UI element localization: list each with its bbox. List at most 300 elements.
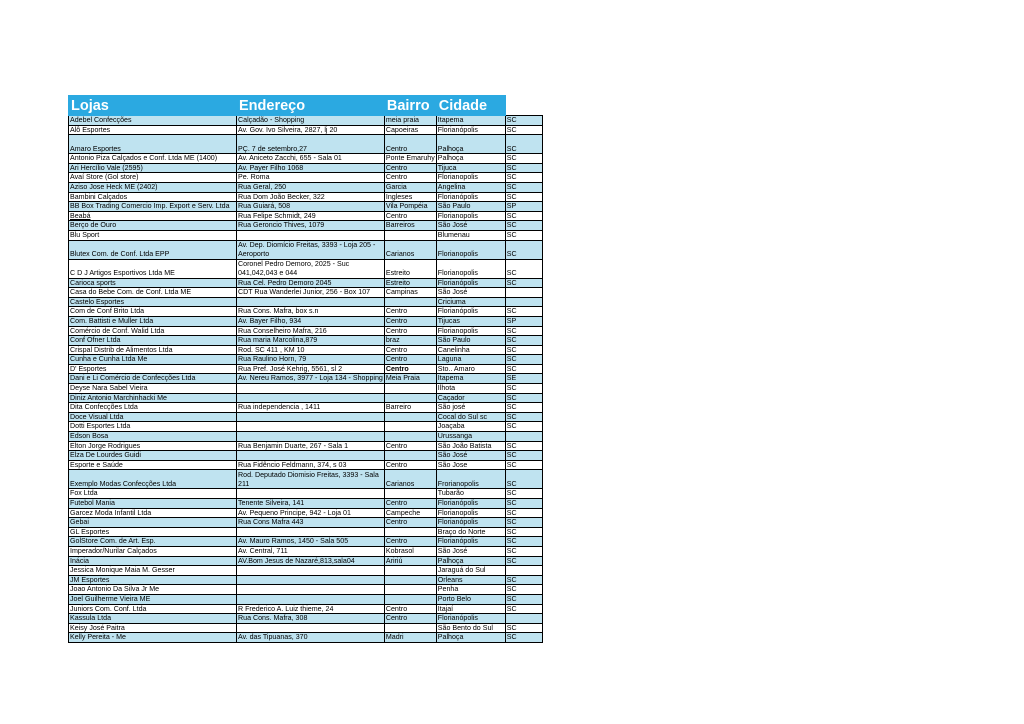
cidade-cell[interactable]: Florianópolis xyxy=(436,278,505,288)
bairro-cell[interactable]: Carianos xyxy=(384,470,436,489)
cidade-cell[interactable]: São José xyxy=(436,546,505,556)
bairro-cell[interactable] xyxy=(384,566,436,576)
uf-cell[interactable]: SC xyxy=(505,470,542,489)
endereco-cell[interactable] xyxy=(237,575,385,585)
loja-cell[interactable]: Fox Ltda xyxy=(69,489,237,499)
bairro-cell[interactable]: Centro xyxy=(384,316,436,326)
endereco-cell[interactable]: Av. Mauro Ramos, 1450 - Sala 505 xyxy=(237,537,385,547)
bairro-cell[interactable]: Centro xyxy=(384,499,436,509)
bairro-cell[interactable]: Centro xyxy=(384,355,436,365)
loja-cell[interactable]: Amaro Esportes xyxy=(69,135,237,154)
endereco-cell[interactable] xyxy=(237,412,385,422)
endereco-cell[interactable]: Rua Raulino Horn, 79 xyxy=(237,355,385,365)
uf-cell[interactable]: SC xyxy=(505,211,542,221)
loja-cell[interactable]: Edson Bosa xyxy=(69,432,237,442)
header-endereco[interactable]: Endereço xyxy=(237,96,385,116)
endereco-cell[interactable]: Av. Central, 711 xyxy=(237,546,385,556)
endereco-cell[interactable] xyxy=(237,422,385,432)
cidade-cell[interactable]: São José xyxy=(436,221,505,231)
uf-cell[interactable]: SC xyxy=(505,278,542,288)
uf-cell[interactable]: SC xyxy=(505,307,542,317)
endereco-cell[interactable]: Rua Cons. Mafra, 308 xyxy=(237,614,385,624)
loja-cell[interactable]: Dani e Li Comércio de Confecções Ltda xyxy=(69,374,237,384)
cidade-cell[interactable]: Florianopolis xyxy=(436,240,505,259)
bairro-cell[interactable]: Barreiro xyxy=(384,403,436,413)
cidade-cell[interactable]: Florianópolis xyxy=(436,192,505,202)
uf-cell[interactable]: SC xyxy=(505,575,542,585)
bairro-cell[interactable]: Estreito xyxy=(384,259,436,278)
loja-cell[interactable]: Doce Visual Ltda xyxy=(69,412,237,422)
bairro-cell[interactable]: Centro xyxy=(384,163,436,173)
bairro-cell[interactable]: Campeche xyxy=(384,508,436,518)
uf-cell[interactable]: SC xyxy=(505,125,542,135)
table-row xyxy=(69,364,543,374)
uf-cell[interactable]: SC xyxy=(505,116,542,126)
cidade-cell[interactable]: Orleans xyxy=(436,575,505,585)
bairro-cell[interactable] xyxy=(384,527,436,537)
loja-cell[interactable]: Jessica Monique Maia M. Gesser xyxy=(69,566,237,576)
loja-cell[interactable]: BB Box Trading Comercio Imp. Export e Serv. Ltda xyxy=(69,202,237,212)
cidade-cell[interactable]: São Jose xyxy=(436,460,505,470)
uf-cell[interactable]: SC xyxy=(505,326,542,336)
cidade-cell[interactable]: Itapema xyxy=(436,374,505,384)
uf-cell[interactable] xyxy=(505,288,542,298)
cidade-cell[interactable]: Florianopolis xyxy=(436,326,505,336)
loja-cell[interactable]: Diniz Antonio Marchinhacki Me xyxy=(69,393,237,403)
bairro-cell[interactable]: Centro xyxy=(384,460,436,470)
cidade-cell[interactable]: Palhoça xyxy=(436,135,505,154)
header-row xyxy=(69,96,543,116)
table-row xyxy=(69,125,543,135)
bairro-cell[interactable] xyxy=(384,422,436,432)
endereco-cell[interactable]: Av. Payer Filho 1068 xyxy=(237,163,385,173)
table-row xyxy=(69,116,543,126)
bairro-cell[interactable]: Vila Pompéia xyxy=(384,202,436,212)
uf-cell[interactable]: SC xyxy=(505,182,542,192)
loja-cell[interactable]: Kassula Ltda xyxy=(69,614,237,624)
uf-cell[interactable]: SC xyxy=(505,412,542,422)
cidade-cell[interactable]: Florianópolis xyxy=(436,614,505,624)
cidade-cell[interactable]: Blumenau xyxy=(436,230,505,240)
table-row xyxy=(69,230,543,240)
uf-cell[interactable]: SP xyxy=(505,202,542,212)
header-uf[interactable] xyxy=(505,96,542,116)
cidade-cell[interactable]: Itajaí xyxy=(436,604,505,614)
cidade-cell[interactable]: Sto.. Amaro xyxy=(436,364,505,374)
bairro-cell[interactable]: Ponte Emaruhy xyxy=(385,154,435,163)
endereco-cell[interactable]: Rua Pref. José Kehrig, 5561, sl 2 xyxy=(237,364,385,374)
cidade-cell[interactable]: São José xyxy=(436,451,505,461)
uf-cell[interactable]: SC xyxy=(505,355,542,365)
loja-cell[interactable]: Imperador/Nurilar Calçados xyxy=(69,546,237,556)
uf-cell[interactable]: SC xyxy=(505,173,542,183)
uf-cell[interactable] xyxy=(505,432,542,442)
table-row xyxy=(69,556,543,566)
table-row xyxy=(69,623,543,633)
bairro-cell[interactable] xyxy=(384,230,436,240)
uf-cell[interactable]: SC xyxy=(505,403,542,413)
bairro-cell[interactable]: braz xyxy=(384,336,436,346)
bairro-cell[interactable]: Madri xyxy=(384,633,436,643)
loja-cell[interactable]: Casa do Bebe Com. de Conf. Ltda ME xyxy=(69,288,237,298)
endereco-cell[interactable]: Rua Cons. Mafra, box s.n xyxy=(237,307,385,317)
bairro-cell[interactable]: Centro xyxy=(384,135,436,154)
cidade-cell[interactable]: Florianópolis xyxy=(436,499,505,509)
cidade-cell[interactable]: São Paulo xyxy=(436,202,505,212)
table-row xyxy=(69,393,543,403)
table-row xyxy=(69,441,543,451)
endereco-cell[interactable]: Rod. SC 411 , KM 10 xyxy=(237,345,385,355)
endereco-cell[interactable]: Rua Cons Mafra 443 xyxy=(237,518,385,528)
uf-cell[interactable]: SC xyxy=(505,384,542,394)
endereco-cell[interactable] xyxy=(237,623,385,633)
endereco-cell[interactable]: Rua Benjamin Duarte, 267 - Sala 1 xyxy=(237,441,385,451)
bairro-cell[interactable]: Centro xyxy=(384,441,436,451)
loja-cell[interactable]: Alô Esportes xyxy=(69,125,237,135)
uf-cell[interactable]: SC xyxy=(505,633,542,643)
table-row xyxy=(69,374,543,384)
bairro-cell[interactable] xyxy=(384,384,436,394)
bairro-cell[interactable] xyxy=(384,393,436,403)
endereco-cell[interactable] xyxy=(237,393,385,403)
uf-cell[interactable]: SC xyxy=(505,135,542,154)
cidade-cell[interactable]: Florianópolis xyxy=(436,125,505,135)
uf-cell[interactable]: SC xyxy=(505,336,542,346)
loja-cell[interactable]: Com de Conf Brito Ltda xyxy=(69,307,237,317)
loja-cell[interactable]: Com. Battisti e Muller Ltda xyxy=(69,316,237,326)
loja-cell[interactable]: Gebai xyxy=(69,518,237,528)
loja-cell[interactable]: Kelly Pereita - Me xyxy=(69,633,237,643)
cidade-cell[interactable]: Tijucas xyxy=(436,316,505,326)
loja-cell[interactable]: Beabá xyxy=(69,211,237,221)
bairro-cell[interactable]: Centro xyxy=(384,307,436,317)
loja-cell[interactable]: Juniors Com. Conf. Ltda xyxy=(69,604,237,614)
loja-cell[interactable]: GolStore Com. de Art. Esp. xyxy=(69,537,237,547)
uf-cell[interactable]: SC xyxy=(505,192,542,202)
cidade-cell[interactable]: Palhoça xyxy=(436,633,505,643)
cidade-cell[interactable]: Florianópolis xyxy=(436,307,505,317)
bairro-cell[interactable]: Estreito xyxy=(384,278,436,288)
cidade-cell[interactable]: Criciuma xyxy=(436,297,505,307)
bairro-cell[interactable] xyxy=(384,451,436,461)
loja-cell[interactable]: Blutex Com. de Conf. Ltda EPP xyxy=(69,240,237,259)
bairro-cell[interactable]: Capoeiras xyxy=(384,125,436,135)
loja-cell[interactable]: Adebel Confecções xyxy=(69,116,237,126)
table-row xyxy=(69,566,543,576)
endereco-cell[interactable]: CDT Rua Wanderlei Junior, 256 - Box 107 xyxy=(237,288,385,298)
uf-cell[interactable]: SC xyxy=(505,499,542,509)
endereco-cell[interactable] xyxy=(237,384,385,394)
cidade-cell[interactable]: Canelinha xyxy=(436,345,505,355)
bairro-cell[interactable]: Carianos xyxy=(384,240,436,259)
endereco-cell[interactable] xyxy=(237,451,385,461)
bairro-cell[interactable]: Centro xyxy=(384,604,436,614)
cidade-cell[interactable]: Penha xyxy=(436,585,505,595)
uf-cell[interactable]: SC xyxy=(505,546,542,556)
loja-cell[interactable]: Joao Antonio Da Silva Jr Me xyxy=(69,585,237,595)
cidade-cell[interactable]: Palhoça xyxy=(436,154,505,164)
loja-cell[interactable]: Joel Guilherme Vieira ME xyxy=(69,594,237,604)
cidade-cell[interactable]: São Bento do Sul xyxy=(436,623,505,633)
table-row xyxy=(69,355,543,365)
table-row xyxy=(69,614,543,624)
bairro-cell[interactable]: Kobrasol xyxy=(384,546,436,556)
loja-cell[interactable]: Futebol Mania xyxy=(69,499,237,509)
endereco-cell[interactable]: Av. Dep. Diomício Freitas, 3393 - Loja 205 - Aeroporto xyxy=(237,240,385,259)
loja-cell[interactable]: Ari Hercílio Vale (2595) xyxy=(69,163,237,173)
endereco-cell[interactable] xyxy=(237,489,385,499)
cidade-cell[interactable]: Florianopolis xyxy=(436,508,505,518)
cidade-cell[interactable]: Palhoça xyxy=(436,556,505,566)
endereco-cell[interactable]: AV.Bom Jesus de Nazaré,813,sala04 xyxy=(237,556,385,566)
cidade-cell[interactable]: São Paulo xyxy=(436,336,505,346)
cidade-cell[interactable]: Joaçaba xyxy=(436,422,505,432)
bairro-cell[interactable]: Centro xyxy=(384,518,436,528)
uf-cell[interactable]: SC xyxy=(505,451,542,461)
cidade-cell[interactable]: Braço do Norte xyxy=(436,527,505,537)
bairro-cell[interactable]: Garcia xyxy=(384,182,436,192)
cidade-cell[interactable]: Angelina xyxy=(436,182,505,192)
endereco-cell[interactable]: PÇ. 7 de setembro,27 xyxy=(237,135,385,154)
cidade-cell[interactable]: Tubarão xyxy=(436,489,505,499)
endereco-cell[interactable]: Coronel Pedro Demoro, 2025 - Suc 041,042,043 e 044 xyxy=(237,259,385,278)
table-row xyxy=(69,202,543,212)
table-row xyxy=(69,403,543,413)
loja-cell[interactable]: Blu Sport xyxy=(69,230,237,240)
bairro-cell[interactable] xyxy=(384,575,436,585)
cidade-cell[interactable]: Cocal do Sul sc xyxy=(436,412,505,422)
table-row xyxy=(69,240,543,259)
loja-cell[interactable]: Berço de Ouro xyxy=(69,221,237,231)
table-row xyxy=(69,422,543,432)
uf-cell[interactable]: SC xyxy=(505,594,542,604)
uf-cell[interactable]: SC xyxy=(505,221,542,231)
endereco-cell[interactable]: Av. Pequeno Principe, 942 - Loja 01 xyxy=(237,508,385,518)
endereco-cell[interactable]: Rua Geroncio Thives, 1079 xyxy=(237,221,385,231)
table-row xyxy=(69,316,543,326)
bairro-cell[interactable]: meia praia xyxy=(384,116,436,126)
endereco-cell[interactable]: Av. Bayer Filho, 934 xyxy=(237,316,385,326)
bairro-cell[interactable]: Centro xyxy=(384,614,436,624)
loja-cell[interactable]: Carioca sports xyxy=(69,278,237,288)
uf-cell[interactable]: SC xyxy=(505,154,542,164)
endereco-cell[interactable] xyxy=(237,566,385,576)
uf-cell[interactable]: SE xyxy=(505,374,542,384)
endereco-cell[interactable]: Calçadão - Shopping xyxy=(237,116,385,126)
loja-cell[interactable]: Avaí Store (Gol store) xyxy=(69,173,237,183)
cidade-cell[interactable]: Jaraguá do Sul xyxy=(436,566,505,576)
cidade-cell[interactable]: Itapema xyxy=(436,116,505,126)
table-row xyxy=(69,518,543,528)
loja-cell[interactable]: Dotti Esportes Ltda xyxy=(69,422,237,432)
uf-cell[interactable]: SC xyxy=(505,259,542,278)
loja-cell[interactable]: Esporte e Saúde xyxy=(69,460,237,470)
header-lojas[interactable]: Lojas xyxy=(69,96,237,116)
endereco-cell[interactable]: Pe. Roma xyxy=(237,173,385,183)
endereco-cell[interactable]: Av. Nereu Ramos, 3977 - Loja 134 - Shopping xyxy=(238,374,383,383)
uf-cell[interactable] xyxy=(505,566,542,576)
loja-cell[interactable]: Crispal Distrib de Alimentos Ltda xyxy=(69,345,237,355)
endereco-cell[interactable]: Rua Dom João Becker, 322 xyxy=(237,192,385,202)
bairro-cell[interactable]: Meia Praia xyxy=(384,374,436,384)
table-row xyxy=(69,546,543,556)
uf-cell[interactable]: SP xyxy=(505,316,542,326)
cidade-cell[interactable]: Porto Belo xyxy=(436,594,505,604)
uf-cell[interactable]: SC xyxy=(505,393,542,403)
uf-cell[interactable]: SC xyxy=(505,422,542,432)
table-row xyxy=(69,594,543,604)
endereco-cell[interactable]: Rua Cel. Pedro Demoro 2045 xyxy=(237,278,385,288)
endereco-cell[interactable]: Av. Aniceto Zacchi, 655 - Sala 01 xyxy=(237,154,385,164)
loja-cell[interactable]: Antonio Piza Calçados e Conf. Ltda ME (1400) xyxy=(69,154,237,164)
cidade-cell[interactable]: Ilhota xyxy=(436,384,505,394)
table-row xyxy=(69,575,543,585)
endereco-cell[interactable]: Av. Gov. Ivo Silveira, 2827, lj 20 xyxy=(237,125,385,135)
uf-cell[interactable]: SC xyxy=(505,345,542,355)
loja-cell[interactable]: D' Esportes xyxy=(69,364,237,374)
bairro-cell[interactable]: Barreiros xyxy=(384,221,436,231)
loja-cell[interactable]: GL Esportes xyxy=(69,527,237,537)
endereco-cell[interactable]: Rua Conselheiro Mafra, 216 xyxy=(237,326,385,336)
cidade-cell[interactable]: Florianopolis xyxy=(436,173,505,183)
endereco-cell[interactable]: Rua Guiará, 508 xyxy=(237,202,385,212)
endereco-cell[interactable]: Rua Felipe Schmidt, 249 xyxy=(237,211,385,221)
endereco-cell[interactable]: Rua Geral, 250 xyxy=(237,182,385,192)
bairro-cell[interactable]: Centro xyxy=(384,345,436,355)
cidade-cell[interactable]: Caçador xyxy=(436,393,505,403)
bairro-cell[interactable] xyxy=(384,594,436,604)
uf-cell[interactable]: SC xyxy=(505,527,542,537)
endereco-cell[interactable] xyxy=(237,432,385,442)
table-row xyxy=(69,192,543,202)
uf-cell[interactable]: SC xyxy=(505,441,542,451)
cidade-cell[interactable]: Florianópolis xyxy=(436,518,505,528)
uf-cell[interactable]: SC xyxy=(505,623,542,633)
bairro-cell[interactable] xyxy=(384,585,436,595)
bairro-cell[interactable] xyxy=(384,432,436,442)
bairro-cell[interactable] xyxy=(384,297,436,307)
endereco-cell[interactable]: R Frederico A. Luiz thieme, 24 xyxy=(237,604,385,614)
table-row xyxy=(69,460,543,470)
uf-cell[interactable]: SC xyxy=(505,230,542,240)
bairro-cell[interactable]: Campinas xyxy=(384,288,436,298)
bairro-cell[interactable]: Ingleses xyxy=(384,192,436,202)
table-row xyxy=(69,221,543,231)
loja-cell[interactable]: C D J Artigos Esportivos Ltda ME xyxy=(69,259,237,278)
uf-cell[interactable]: SC xyxy=(505,518,542,528)
endereco-cell[interactable] xyxy=(237,230,385,240)
table-row xyxy=(69,470,543,489)
loja-cell[interactable]: Aziso Jose Heck ME (2402) xyxy=(69,182,237,192)
loja-cell[interactable]: Exemplo Modas Confecções Ltda xyxy=(69,470,237,489)
cidade-cell[interactable]: São José xyxy=(436,288,505,298)
cidade-cell[interactable]: Florianopolis xyxy=(436,259,505,278)
cidade-cell[interactable]: São josé xyxy=(436,403,505,413)
bairro-cell[interactable]: Centro xyxy=(384,173,436,183)
endereco-cell[interactable]: Rua maria Marcolina,879 xyxy=(237,336,385,346)
cidade-cell[interactable]: Tijuca xyxy=(436,163,505,173)
loja-cell[interactable]: Elton Jorge Rodrigues xyxy=(69,441,237,451)
loja-cell[interactable]: JM Esportes xyxy=(69,575,237,585)
loja-cell[interactable]: Conf Ofner Ltda xyxy=(69,336,237,346)
header-bairro[interactable]: Bairro xyxy=(384,96,436,116)
endereco-cell[interactable]: Tenente Silveira, 141 xyxy=(237,499,385,509)
bairro-cell[interactable] xyxy=(384,623,436,633)
bairro-cell[interactable]: Centro xyxy=(384,537,436,547)
loja-cell[interactable]: Cunha e Cunha Ltda Me xyxy=(69,355,237,365)
loja-cell[interactable]: Keisy José Paitra xyxy=(69,623,237,633)
table-row xyxy=(69,307,543,317)
uf-cell[interactable]: SC xyxy=(505,240,542,259)
endereco-cell[interactable] xyxy=(237,527,385,537)
loja-cell[interactable]: Garcez Moda Infantil Ltda xyxy=(69,508,237,518)
cidade-cell[interactable]: Urussanga xyxy=(436,432,505,442)
uf-cell[interactable]: SC xyxy=(505,163,542,173)
cidade-cell[interactable]: Laguna xyxy=(436,355,505,365)
loja-cell[interactable]: Castelo Esportes xyxy=(69,297,237,307)
endereco-cell[interactable] xyxy=(237,297,385,307)
loja-cell[interactable]: Bambini Calçados xyxy=(69,192,237,202)
table-row xyxy=(69,508,543,518)
uf-cell[interactable]: SC xyxy=(505,460,542,470)
table-row xyxy=(69,604,543,614)
endereco-cell[interactable]: Av. das Tipuanas, 370 xyxy=(237,633,385,643)
bairro-cell[interactable]: Aririú xyxy=(384,556,436,566)
table-row xyxy=(69,288,543,298)
bairro-cell[interactable]: Centro xyxy=(384,211,436,221)
endereco-cell[interactable] xyxy=(237,594,385,604)
header-cidade[interactable]: Cidade xyxy=(436,96,505,116)
uf-cell[interactable]: SC xyxy=(505,604,542,614)
table-row xyxy=(69,297,543,307)
table-row xyxy=(69,384,543,394)
endereco-cell[interactable]: Rod. Deputado Diomisio Freitas, 3393 - Sala 211 xyxy=(237,470,385,489)
endereco-cell[interactable]: Rua independencia , 1411 xyxy=(237,403,385,413)
uf-cell[interactable]: SC xyxy=(505,364,542,374)
table-row xyxy=(69,537,543,547)
cidade-cell[interactable]: Florianópolis xyxy=(436,537,505,547)
bairro-cell[interactable]: Centro xyxy=(384,326,436,336)
uf-cell[interactable]: SC xyxy=(505,537,542,547)
table-row xyxy=(69,633,543,643)
table-row xyxy=(69,451,543,461)
table-row xyxy=(69,527,543,537)
loja-cell[interactable]: Dita Confecções Ltda xyxy=(69,403,237,413)
uf-cell[interactable]: SC xyxy=(505,489,542,499)
bairro-cell[interactable] xyxy=(384,489,436,499)
table-row xyxy=(69,326,543,336)
loja-cell[interactable]: Deyse Nara Sabel Vieira xyxy=(69,384,237,394)
bairro-cell[interactable] xyxy=(384,412,436,422)
stores-table xyxy=(68,95,543,643)
uf-cell[interactable] xyxy=(505,614,542,624)
loja-cell[interactable]: Inácia xyxy=(69,556,237,566)
uf-cell[interactable]: SC xyxy=(505,585,542,595)
loja-cell[interactable]: Elza De Lourdes Guidi xyxy=(69,451,237,461)
cidade-cell[interactable]: São João Batista xyxy=(436,441,505,451)
loja-cell[interactable]: Comércio de Conf. Walid Ltda xyxy=(69,326,237,336)
cidade-cell[interactable]: Frorianopolis xyxy=(436,470,505,489)
table-row xyxy=(69,499,543,509)
table-row xyxy=(69,154,543,164)
endereco-cell[interactable]: Rua Fidêncio Feldmann, 374, s 03 xyxy=(237,460,385,470)
cidade-cell[interactable]: Florianopolis xyxy=(436,211,505,221)
uf-cell[interactable]: SC xyxy=(505,556,542,566)
bairro-cell[interactable]: Centro xyxy=(384,364,436,374)
endereco-cell[interactable] xyxy=(237,585,385,595)
uf-cell[interactable] xyxy=(505,297,542,307)
uf-cell[interactable]: SC xyxy=(505,508,542,518)
